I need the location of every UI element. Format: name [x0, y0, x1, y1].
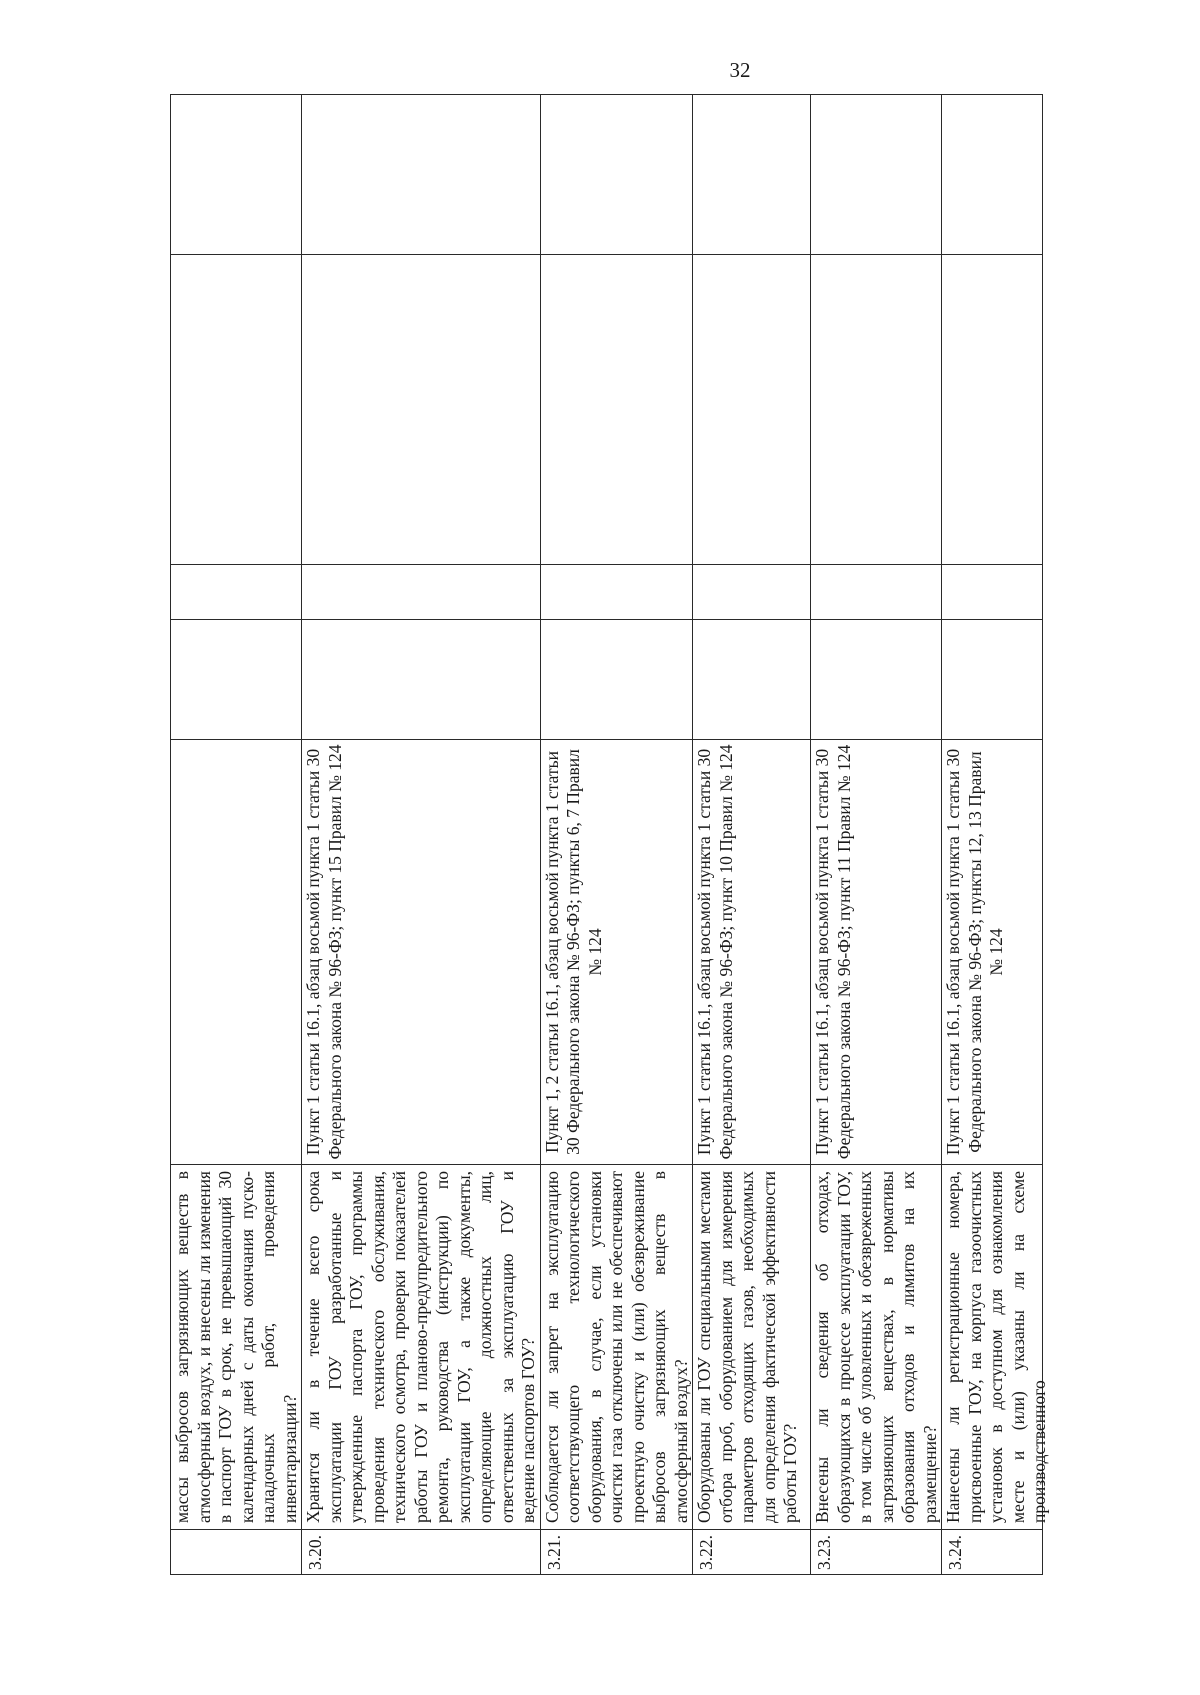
answer-cell-yes [811, 620, 942, 740]
row-number: 3.22. [693, 1530, 811, 1575]
answer-cell-na [811, 255, 942, 565]
question-text: Внесены ли сведения об отходах, образующихся в процессе эксплуатации ГОУ, в том числе об уловленных и обезвреженных загрязняющих веществах, в нормативы образования отходов и лимитов на их размещение? [811, 1165, 942, 1530]
answer-cell-yes [302, 620, 541, 740]
checklist-table [170, 94, 1049, 1575]
answer-cell-yes [942, 620, 1043, 740]
answer-cell-na [540, 255, 693, 565]
legal-reference: Пункт 1 статьи 16.1, абзац восьмой пункта 1 статьи 30 Федерального закона № 96-ФЗ; пункт 11 Правил № 124 [811, 740, 942, 1165]
page-number: 32 [729, 58, 751, 82]
row-number [171, 1530, 302, 1575]
table-row [693, 95, 811, 1575]
question-text: Хранятся ли в течение всего срока эксплуатации ГОУ разработанные и утвержденные паспорта ГОУ, программы проведения технического обслуживания, технического осмотра, проверки показателей работы ГОУ и планово-предупредительного ремонта, руководства (инструкции) по эксплуатации ГОУ, а также документы, определяющие должностных лиц, ответственных за эксплуатацию ГОУ и ведение паспортов ГОУ? [302, 1165, 541, 1530]
legal-reference: Пункт 1 статьи 16.1, абзац восьмой пункта 1 статьи 30 Федерального закона № 96-ФЗ; пункт 10 Правил № 124 [693, 740, 811, 1165]
row-number: 3.23. [811, 1530, 942, 1575]
table-row [540, 95, 693, 1575]
answer-cell-yes [693, 620, 811, 740]
answer-cell-yes [171, 620, 302, 740]
note-cell [942, 95, 1043, 255]
note-cell [811, 95, 942, 255]
table-row [171, 95, 302, 1575]
row-number: 3.21. [540, 1530, 693, 1575]
answer-cell-no [171, 565, 302, 620]
rotated-page [170, 95, 1050, 1575]
table-row [811, 95, 942, 1575]
answer-cell-na [302, 255, 541, 565]
table-row [942, 95, 1043, 1575]
answer-cell-no [811, 565, 942, 620]
legal-reference: Пункт 1, 2 статьи 16.1, абзац восьмой пункта 1 статьи 30 Федерального закона № 96-ФЗ; пункты 6, 7 Правил № 124 [540, 740, 693, 1165]
question-cell [942, 1165, 1049, 1530]
question-text: Оборудованы ли ГОУ специальными местами отбора проб, оборудованием для измерения параметров отходящих газов, необходимых для определения фактической эффективности работы ГОУ? [693, 1165, 811, 1530]
legal-reference: Пункт 1 статьи 16.1, абзац восьмой пункта 1 статьи 30 Федерального закона № 96-ФЗ; пункт 15 Правил № 124 [302, 740, 541, 1165]
answer-cell-no [540, 565, 693, 620]
question-text: массы выбросов загрязняющих веществ в атмосферный воздух, и внесены ли изменения в паспорт ГОУ в срок, не превышающий 30 календарных дней с даты окончания пуско-наладочных работ, проведения инвентаризации? [171, 1165, 302, 1530]
table-row [302, 95, 541, 1575]
note-cell [540, 95, 693, 255]
answer-cell-na [693, 255, 811, 565]
question-text: Соблюдается ли запрет на эксплуатацию соответствующего технологического оборудования, в случае, если установки очистки газа отключены или не обеспечивают проектную очистку и (или) обезвреживание выбросов загрязняющих веществ в атмосферный воздух? [540, 1165, 693, 1530]
answer-cell-no [942, 565, 1043, 620]
answer-cell-na [942, 255, 1043, 565]
answer-cell-na [171, 255, 302, 565]
answer-cell-yes [540, 620, 693, 740]
answer-cell-no [693, 565, 811, 620]
row-number: 3.24. [942, 1530, 1043, 1575]
legal-reference: Пункт 1 статьи 16.1, абзац восьмой пункта 1 статьи 30 Федерального закона № 96-ФЗ; пункты 12, 13 Правил № 124 [942, 740, 1043, 1165]
answer-cell-no [302, 565, 541, 620]
question-text: Нанесены ли регистрационные номера, присвоенные ГОУ, на корпуса газоочистных установок в доступном для ознакомления месте и (или) указаны ли на схеме производственного [943, 1171, 1049, 1523]
note-cell [693, 95, 811, 255]
note-cell [302, 95, 541, 255]
row-number: 3.20. [302, 1530, 541, 1575]
note-cell [171, 95, 302, 255]
legal-reference [171, 740, 302, 1165]
